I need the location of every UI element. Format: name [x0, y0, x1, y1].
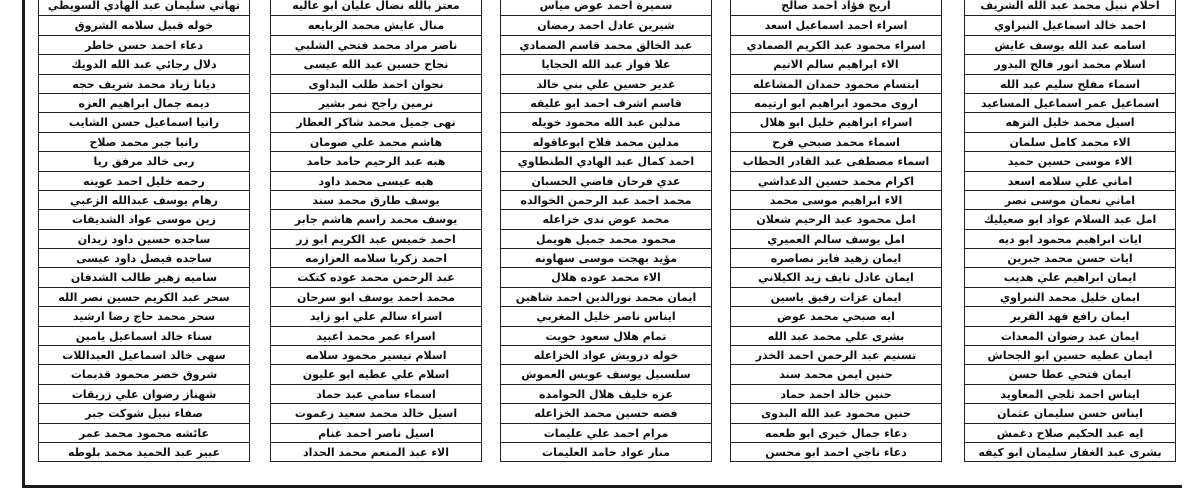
name-cell: اسراء محمود عبد الكريم الصمادي: [731, 35, 941, 54]
name-cell: الاء ابراهيم موسى محمد: [731, 190, 941, 209]
name-cell: ايات حسن محمد جبرين: [965, 248, 1175, 267]
name-cell: سحر عبد الكريم حسين نصر الله: [39, 287, 249, 306]
name-cell: امل عبد السلام عواد ابو صعيليك: [965, 209, 1175, 228]
name-cell: نجاح حسين عبد الله عيسى: [271, 54, 481, 73]
name-cell: اكرام محمد حسين الدغداشي: [731, 171, 941, 190]
name-cell: خوله قبيل سلامه الشروق: [39, 15, 249, 34]
name-cell: حنين خالد احمد حماد: [731, 384, 941, 403]
name-cell: مرام احمد علي عليمات: [501, 423, 711, 442]
name-cell: دعاء احمد حسن خاطر: [39, 35, 249, 54]
name-cell: زين موسى عواد الشديفات: [39, 209, 249, 228]
name-cell: شيرين عادل احمد رمضان: [501, 15, 711, 34]
name-cell: غدير حسين علي بني خالد: [501, 74, 711, 93]
names-column-2: [730, 0, 942, 462]
name-cell: دلال رجائي عبد الله الدويك: [39, 54, 249, 73]
name-cell: ربى خالد مرفق ريا: [39, 151, 249, 170]
name-cell: شروق خضر محمود قديمات: [39, 364, 249, 383]
name-cell: ايمان عزات رفيق ياسين: [731, 287, 941, 306]
name-cell: سلسبيل يوسف عويس العموش: [501, 364, 711, 383]
name-cell: اسلام تيسير محمود سلامه: [271, 345, 481, 364]
name-cell: الاء محمد عوده هلال: [501, 267, 711, 286]
name-cell: ايمان عادل نايف زيد الكيلاني: [731, 267, 941, 286]
name-cell: دعاء ناجي احمد ابو محسن: [731, 442, 941, 461]
name-cell: رانيا جبر محمد صلاح: [39, 132, 249, 151]
name-cell: اسماعيل عمر اسماعيل المساعيد: [965, 93, 1175, 112]
name-cell: ساجده فيصل داود عيسى: [39, 248, 249, 267]
name-cell: رهام يوسف عبدالله الزعبي: [39, 190, 249, 209]
name-cell: عائشه محمود محمد عمر: [39, 423, 249, 442]
name-cell: ايمان عطيه حسين ابو الجحاش: [965, 345, 1175, 364]
name-cell: سهى خالد اسماعيل العبداللات: [39, 345, 249, 364]
name-cell: ايناس احمد ثلجي المعاويد: [965, 384, 1175, 403]
name-cell: محمود محمد جميل هويمل: [501, 229, 711, 248]
name-cell: اسراء عمر محمد اعبيد: [271, 326, 481, 345]
name-cell: اسيل محمد خليل النزهه: [965, 112, 1175, 131]
name-cell: مدلين عبد الله محمود خويله: [501, 112, 711, 131]
name-cell: قاسم اشرف احمد ابو عليقه: [501, 93, 711, 112]
name-cell: احمد كمال عبد الهادي الطنطاوي: [501, 151, 711, 170]
names-column-5: [38, 0, 250, 462]
name-cell: نرمين راجح نمر بشير: [271, 93, 481, 112]
name-cell: ايه عبد الحكيم صلاح دغمش: [965, 423, 1175, 442]
name-cell: محمد احمد يوسف ابو سرحان: [271, 287, 481, 306]
name-cell: ديانا زياد محمد شريف حجه: [39, 74, 249, 93]
name-cell: الاء عبد المنعم محمد الحداد: [271, 442, 481, 461]
name-cell: ايات ابراهيم محمود ابو ديه: [965, 229, 1175, 248]
name-cell: محمد احمد عبد الرحمن الخوالده: [501, 190, 711, 209]
name-cell: احمد خميس عبد الكريم ابو زر: [271, 229, 481, 248]
name-cell: اسلام محمد انور فالح البدور: [965, 54, 1175, 73]
name-cell: امل محمود عبد الرحيم شعلان: [731, 209, 941, 228]
name-cell: احمد زكريا سلامه العزازمه: [271, 248, 481, 267]
name-cell: الاء محمد كامل سلمان: [965, 132, 1175, 151]
name-cell: الاء ابراهيم سالم الاتيم: [731, 54, 941, 73]
name-cell: فضه حسين محمد الخزاعله: [501, 403, 711, 422]
name-cell: اسماء مفلح سليم عبد الله: [965, 74, 1175, 93]
name-cell: هاشم محمد علي صومان: [271, 132, 481, 151]
names-column-1: [964, 0, 1176, 462]
name-cell: اماني نعمان موسى نصر: [965, 190, 1175, 209]
name-cell: مدلين محمد فلاح ابوعاقوله: [501, 132, 711, 151]
name-cell: نجوان احمد طلب البداوى: [271, 74, 481, 93]
name-cell: محمد عوض ندى خزاعله: [501, 209, 711, 228]
name-cell: معتز بالله نضال عليان ابو عاليه: [292, 0, 460, 12]
name-cell: ايناس ناصر خليل المغربي: [501, 306, 711, 325]
name-cell: ايمان زهيد فايز نصاصره: [731, 248, 941, 267]
name-cell: صفاء نبيل شوكت جبر: [39, 403, 249, 422]
name-cell: سميرة احمد عوض مياس: [539, 0, 673, 12]
name-cell: اسراء سالم علي ابو زايد: [271, 306, 481, 325]
name-cell: حنين محمود عبد الله البدوى: [731, 403, 941, 422]
name-cell: شهناز رضوان علي زريقات: [39, 384, 249, 403]
name-cell: يوسف محمد راسم هاشم جابر: [271, 209, 481, 228]
name-cell: احمد خالد اسماعيل النبراوي: [965, 15, 1175, 34]
name-cell: ناصر مراد محمد فتحي الشلبي: [271, 35, 481, 54]
name-cell: عزه خليف هلال الحوامده: [501, 384, 711, 403]
name-cell: ايه صبحي محمد عوض: [731, 306, 941, 325]
name-cell: يوسف طارق محمد سند: [271, 190, 481, 209]
name-cell: عبد الرحمن محمد عوده كتكت: [271, 267, 481, 286]
name-cell: هبه عيسى محمد داود: [271, 171, 481, 190]
name-cell: اسماء مصطفى عبد القادر الحطاب: [731, 151, 941, 170]
name-cell: اسراء ابراهيم خليل ابو هلال: [731, 112, 941, 131]
name-cell: ايناس حسن سليمان عثمان: [965, 403, 1175, 422]
name-cell: منار عواد حامد العليمات: [501, 442, 711, 461]
name-cell: عبد الخالق محمد قاسم الصمادي: [501, 35, 711, 54]
name-cell: سحر محمد حاج رضا ارشيد: [39, 306, 249, 325]
name-cell: الاء موسى حسين حميد: [965, 151, 1175, 170]
name-cell: عبير عبد الحميد محمد بلوطه: [39, 442, 249, 461]
name-cell: امل يوسف سالم العميري: [731, 229, 941, 248]
name-cell: خوله درويش عواد الخزاعله: [501, 345, 711, 364]
names-column-3: [500, 0, 712, 462]
name-cell: اسيل ناصر احمد غنام: [271, 423, 481, 442]
name-cell: احلام نبيل محمد عبد الله الشريف: [980, 0, 1160, 12]
name-cell: اسلام علي عطيه ابو عليون: [271, 364, 481, 383]
name-cell: سناء خالد اسماعيل يامين: [39, 326, 249, 345]
name-cell: ايمان عبد رضوان المعدات: [965, 326, 1175, 345]
name-cell: ايمان خليل محمد النبراوي: [965, 287, 1175, 306]
name-cell: دعاء جمال خيرى ابو طعمه: [731, 423, 941, 442]
name-cell: اسماء سامي عبد حماد: [271, 384, 481, 403]
name-cell: بشرى علي محمد عبد الله: [731, 326, 941, 345]
name-cell: حنين ايمن محمد سند: [731, 364, 941, 383]
name-cell: تمام هلال سعود حويت: [501, 326, 711, 345]
name-cell: رحمه خليل احمد عوينه: [39, 171, 249, 190]
name-cell: ايمان ابراهيم علي هديب: [965, 267, 1175, 286]
name-cell: اسراء احمد اسماعيل اسعد: [731, 15, 941, 34]
name-cell: علا فواز عبد الله الحجايا: [501, 54, 711, 73]
name-cell: بشرى عبد الغفار سليمان ابو كيفه: [965, 442, 1175, 461]
name-cell: ابتسام محمود حمدان المشاعله: [731, 74, 941, 93]
name-cell: هبه عبد الرحيم حامد حامد: [271, 151, 481, 170]
names-column-4: [270, 0, 482, 462]
name-cell: تسنيم عبد الرحمن احمد الخذر: [731, 345, 941, 364]
name-cell: ديمه جمال ابراهيم العزه: [39, 93, 249, 112]
name-cell: نهى جميل محمد شاكر العطار: [271, 112, 481, 131]
name-cell: مؤيد بهجت موسى سهاونه: [501, 248, 711, 267]
name-cell: اريج فؤاد احمد صالح: [781, 0, 891, 12]
name-cell: اسيل خالد محمد سعيد زغموت: [271, 403, 481, 422]
name-cell: ايمان محمد نورالدين احمد شاهين: [501, 287, 711, 306]
name-cell: اماني علي سلامه اسعد: [965, 171, 1175, 190]
name-cell: منال عايش محمد الربايعه: [271, 15, 481, 34]
name-cell: عدي فرحان فاضي الحسبان: [501, 171, 711, 190]
name-cell: تهاني سليمان عبد الهادي السويطي: [47, 0, 241, 12]
name-cell: ايمان رافع فهد الفرير: [965, 306, 1175, 325]
name-cell: اروى محمود ابراهيم ابو ارتيمه: [731, 93, 941, 112]
name-cell: ساجده حسين داود زيدان: [39, 229, 249, 248]
name-cell: اسامه عبد الله يوسف عايش: [965, 35, 1175, 54]
name-cell: ايمان فتحي عطا حسن: [965, 364, 1175, 383]
name-cell: رانيا اسماعيل حسن الشايب: [39, 112, 249, 131]
name-cell: ساميه زهير طالب الشدفان: [39, 267, 249, 286]
name-cell: اسماء محمد صبحي فرح: [731, 132, 941, 151]
